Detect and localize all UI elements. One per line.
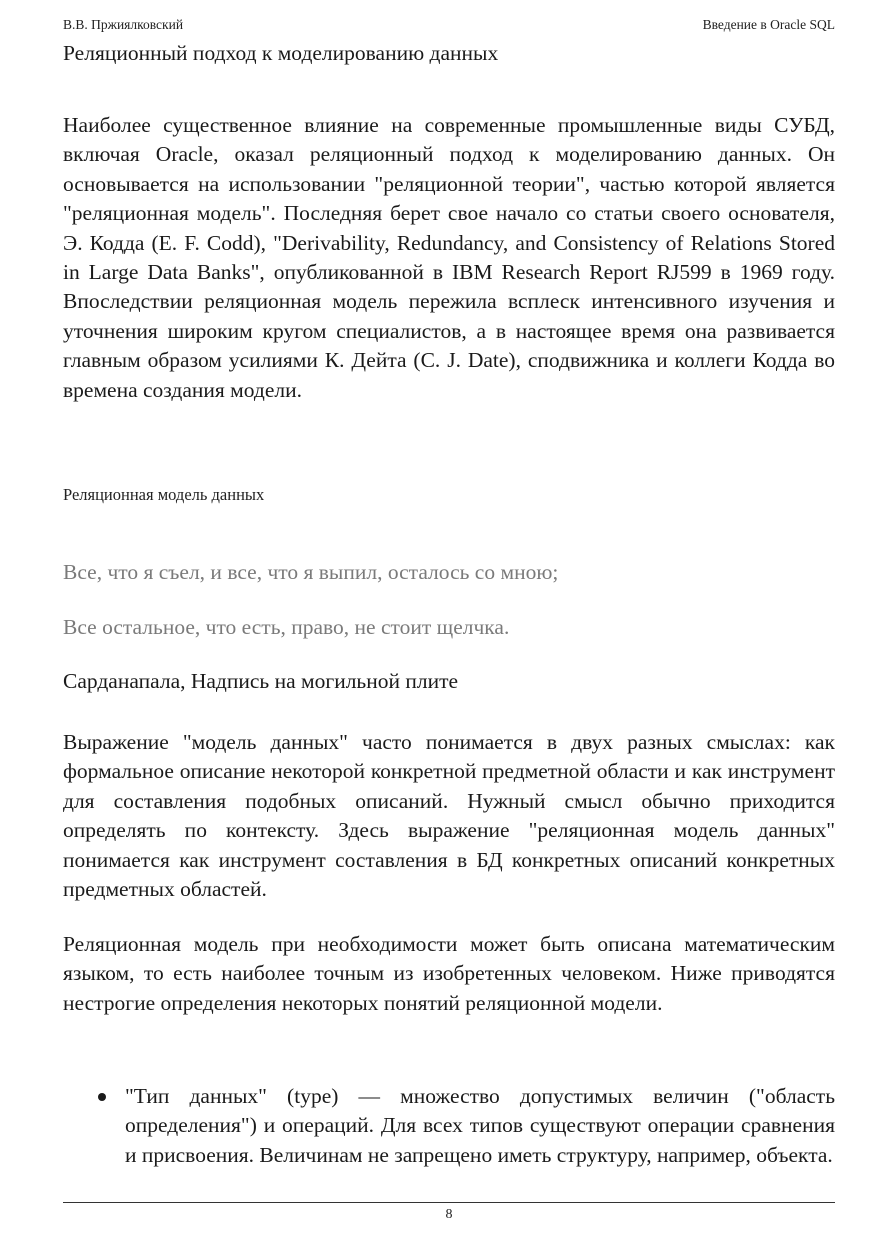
subheading-relational-model: Реляционная модель данных — [63, 485, 265, 504]
math-description-paragraph: Реляционная модель при необходимости может быть описана математическим языком, то есть наиболее точным из изобретенных человеком. Ниже приводятся нестрогие определения некоторых понятий реляционной модели. — [63, 932, 835, 1015]
epigraph-line-2: Все остальное, что есть, право, не стоит щелчка. — [63, 615, 510, 639]
definitions-list — [63, 1082, 835, 1170]
data-model-paragraph: Выражение "модель данных" часто понимается в двух разных смыслах: как формальное описание некоторой конкретной предметной области и как инструмент для составления подобных описаний. Нужный смысл обычно приходится определять по контексту. Здесь выражение "реляционная модель данных" понимается как инструмент составления в БД конкретных описаний конкретных предметных областей. — [63, 730, 835, 902]
footer-divider — [63, 1202, 835, 1203]
intro-paragraph: Наиболее существенное влияние на современные промышленные виды СУБД, включая Oracle, оказал реляционный подход к моделированию данных. Он основывается на использовании "реляционной теории", частью которой является "реляционная модель". Последняя берет свое начало со статьи своего основателя, Э. Кодда (E. F. Codd), "Derivability, Redundancy, and Consistency of Relations Stored in Large Data Banks", опубликованной в IBM Research Report RJ599 в 1969 году. Впоследствии реляционная модель пережила всплеск интенсивного изучения и уточнения широким кругом специалистов, а в настоящее время она развивается главным образом усилиями К. Дейта (C. J. Date), сподвижника и коллеги Кодда во времена создания модели. — [63, 113, 835, 402]
epigraph-line-1: Все, что я съел, и все, что я выпил, осталось со мною; — [63, 560, 559, 584]
page-number: 8 — [445, 1207, 453, 1222]
list-item — [63, 1082, 835, 1170]
definition-text: "Тип данных" (type) — множество допустимых величин ("область определения") и операций. Для всех типов существуют операции сравнения и присвоения. Величинам не запрещено иметь структуру, например, объекта. — [125, 1084, 835, 1167]
header-author: В.В. Пржиялковский — [63, 17, 184, 32]
bullet-icon — [98, 1093, 106, 1101]
section-title: Реляционный подход к моделированию данных — [63, 41, 499, 65]
header-book-title: Введение в Oracle SQL — [702, 17, 835, 32]
epigraph-source: Сарданапала, Надпись на могильной плите — [63, 669, 459, 693]
